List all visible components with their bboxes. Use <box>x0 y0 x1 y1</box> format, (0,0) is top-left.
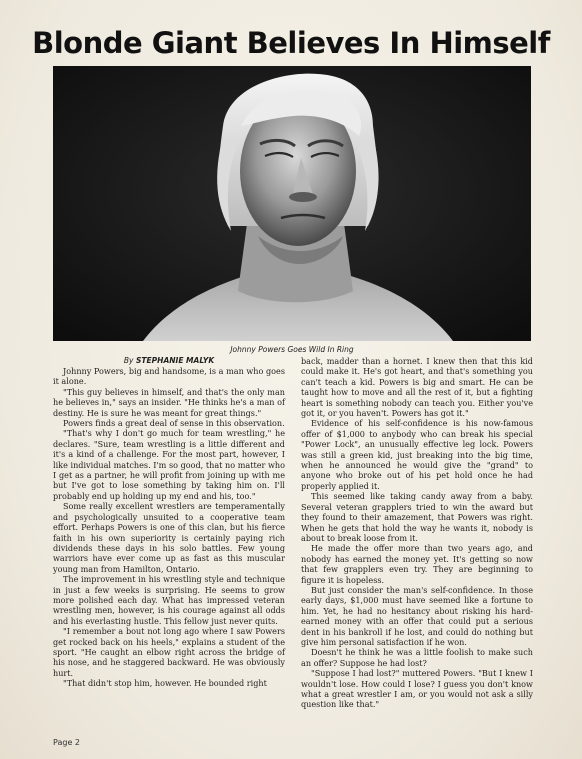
paragraph: "That's why I don't go much for team wrestling," he declares. "Sure, team wrestling is a little different and it's a kind of a challenge. For the most part, however, I like individual matches. I'm so good, that no matter who I get as a partner, he will profit from joining up with me but I've got to lose something by taking him on. I'll probably end up holding up my end and his, too." <box>53 428 285 501</box>
paragraph: Evidence of his self-confidence is his now-famous offer of $1,000 to anybody who can break his special "Power Lock", an unusually effective leg lock. Powers was still a green kid, just breaking into the big time, when he announced he would give the "grand" to anyone who broke out of his pet hold once he had properly applied it. <box>301 418 533 491</box>
byline <box>53 356 285 365</box>
paragraph: Powers finds a great deal of sense in this observation. <box>63 418 285 429</box>
headline: Blonde Giant Believes In Himself <box>32 26 550 60</box>
paragraph: "Suppose I had lost?" muttered Powers. "But I knew I wouldn't lose. How could I lose? I guess you don't know what a great wrestler I am, or you would not ask a silly question like that." <box>301 668 533 710</box>
paragraph: But just consider the man's self-confidence. In those early days, $1,000 must have seemed like a fortune to him. Yet, he had no hesitancy about risking his hard-earned money with an offer that could put a serious dent in his bankroll if he lost, and could do nothing but give him personal satisfaction if he won. <box>301 584 533 647</box>
paragraph: back, madder than a hornet. I knew then that this kid could make it. He's got heart, and that's something you can't teach a kid. Powers is big and smart. He can be taught how to move and all the rest of it, but a fighting heart is something nobody can teach you. Either you've got it, or you haven't. Powers has got it." <box>301 356 533 419</box>
byline-prefix: By <box>123 356 134 365</box>
paragraph: "That didn't stop him, however. He bounded right <box>63 678 267 689</box>
wrestler-photo <box>53 66 531 341</box>
paragraph: The improvement in his wrestling style and technique in just a few weeks is surprising. He seems to grow more polished each day. What has impressed veteran wrestling men, however, is his courage against all odds and his everlasting hustle. This fellow just never quits. <box>53 574 285 626</box>
paragraph: "This guy believes in himself, and that's the only man he believes in," says an insider. "He thinks he's a man of destiny. He is sure he was meant for great things." <box>53 386 285 418</box>
paragraph: Doesn't he think he was a little foolish to make such an offer? Suppose he had lost? <box>301 647 533 668</box>
paragraph: "I remember a bout not long ago where I saw Powers get rocked back on his heels," explains a student of the sport. "He caught an elbow right across the bridge of his nose, and he staggered backward. He was obviously hurt. <box>53 626 285 678</box>
paragraph: He made the offer more than two years ago, and nobody has earned the money yet. It's getting so now that few grapplers even try. They are beginning to figure it is hopeless. <box>301 543 533 585</box>
paragraph: This seemed like taking candy away from a baby. Several veteran grapplers tried to win the award but they found to their amazement, that Powers was right. When he gets that hold the way he wants it, nobody is about to break loose from it. <box>301 491 533 543</box>
article-column-left <box>53 356 285 689</box>
paragraph: Johnny Powers, big and handsome, is a man who goes it alone. <box>53 366 285 387</box>
photo-caption: Johnny Powers Goes Wild In Ring <box>230 345 354 354</box>
wrestler-portrait-photo <box>53 66 531 341</box>
article-column-right <box>301 356 533 710</box>
page-number: Page 2 <box>53 738 80 747</box>
byline-author: STEPHANIE MALYK <box>136 356 215 365</box>
paragraph: Some really excellent wrestlers are temperamentally and psychologically unsuited to a cooperative team effort. Perhaps Powers is one of this clan, but his fierce faith in his own superiority is certainly paying rich dividends these days in his solo battles. Few young warriors have ever come up as fast as this muscular young man from Hamilton, Ontario. <box>53 501 285 574</box>
